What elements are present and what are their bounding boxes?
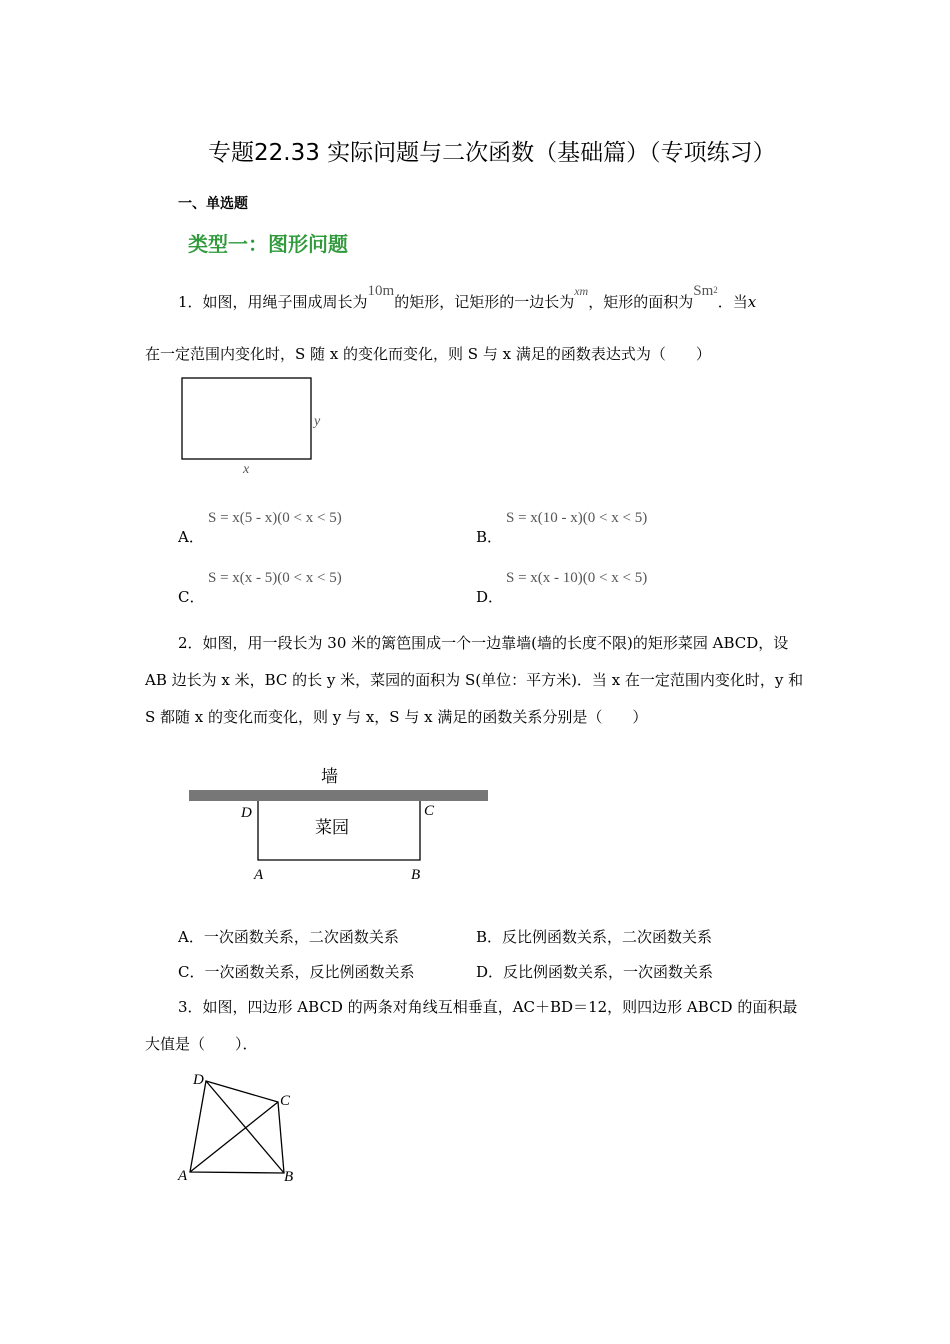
q1-mid2: ，矩形的面积为 (588, 293, 694, 311)
q3-line2: 大值是（ ）． (145, 1035, 258, 1053)
q1-line2: 在一定范围内变化时，S 随 x 的变化而变化，则 S 与 x 满足的函数表达式为（ ） (145, 345, 711, 363)
q1-option-a-label[interactable]: A． (178, 528, 204, 546)
q3-diagonal-ac (190, 1102, 278, 1172)
q1-fig-x: x (243, 462, 250, 477)
q1-rectangle-figure (175, 372, 335, 478)
q3-diagonal-bd (206, 1081, 284, 1173)
q1-rectangle (182, 378, 311, 459)
q2-line1: 2．如图，用一段长为 30 米的篱笆围成一个一边靠墙(墙的长度不限)的矩形菜园 ABCD，设 (178, 634, 789, 652)
q1-tail: ．当 (717, 293, 748, 311)
q2-option-a[interactable]: A．一次函数关系，二次函数关系 (178, 928, 399, 946)
q2-fig-c: C (424, 803, 435, 819)
q1-option-b-label[interactable]: B． (476, 528, 503, 546)
q3-line1: 3．如图，四边形 ABCD 的两条对角线互相垂直，AC＋BD＝12，则四边形 ABCD 的面积最 (178, 998, 798, 1016)
q2-line3: S 都随 x 的变化而变化，则 y 与 x，S 与 x 满足的函数关系分别是（ ） (145, 708, 648, 726)
q2-option-c[interactable]: C．一次函数关系，反比例函数关系 (178, 963, 415, 981)
q2-fig-garden-label: 菜园 (315, 818, 349, 837)
q2-option-d[interactable]: D．反比例函数关系，一次函数关系 (476, 963, 714, 981)
q2-wall (189, 790, 488, 801)
q3-fig-b: B (284, 1169, 294, 1185)
q3-quadrilateral (190, 1081, 284, 1173)
q1-option-b-expr: S = x(10 - x)(0 < x < 5) (506, 510, 648, 526)
type-heading: 类型一：图形问题 (188, 232, 348, 256)
q1-tail-var: x (747, 293, 757, 311)
q3-quadrilateral-figure (172, 1068, 302, 1188)
q1-option-a-expr: S = x(5 - x)(0 < x < 5) (208, 510, 342, 526)
q3-fig-c: C (280, 1093, 291, 1109)
q1-perimeter: 10m (367, 283, 395, 299)
q3-fig-d: D (193, 1072, 204, 1088)
q1-option-d-label[interactable]: D． (476, 588, 504, 606)
q1-lead: 1．如图，用绳子围成周长为 (178, 293, 368, 311)
q1-area: Sm$^2$ (693, 283, 718, 299)
q2-fig-wall-label: 墙 (321, 767, 338, 786)
q2-fig-a: A (254, 867, 264, 883)
q1-line1 (178, 283, 757, 313)
q1-fig-y: y (314, 414, 321, 429)
section-heading: 一、单选题 (178, 196, 248, 212)
q2-option-b[interactable]: B．反比例函数关系，二次函数关系 (476, 928, 713, 946)
q1-option-c-expr: S = x(x - 5)(0 < x < 5) (208, 570, 342, 586)
q2-fig-b: B (411, 867, 421, 883)
q1-side: xm (574, 284, 589, 298)
q1-mid1: 的矩形，记矩形的一边长为 (394, 293, 575, 311)
q2-garden-figure (180, 760, 500, 888)
q2-line2: AB 边长为 x 米，BC 的长 y 米，菜园的面积为 S(单位：平方米)．当 x 在一定范围内变化时，y 和 (145, 671, 804, 689)
q2-fig-d: D (241, 805, 252, 821)
q3-fig-a: A (178, 1168, 188, 1184)
q1-option-c-label[interactable]: C． (178, 588, 205, 606)
page-title: 专题22.33 实际问题与二次函数（基础篇）（专项练习） (208, 140, 776, 166)
q1-option-d-expr: S = x(x - 10)(0 < x < 5) (506, 570, 648, 586)
